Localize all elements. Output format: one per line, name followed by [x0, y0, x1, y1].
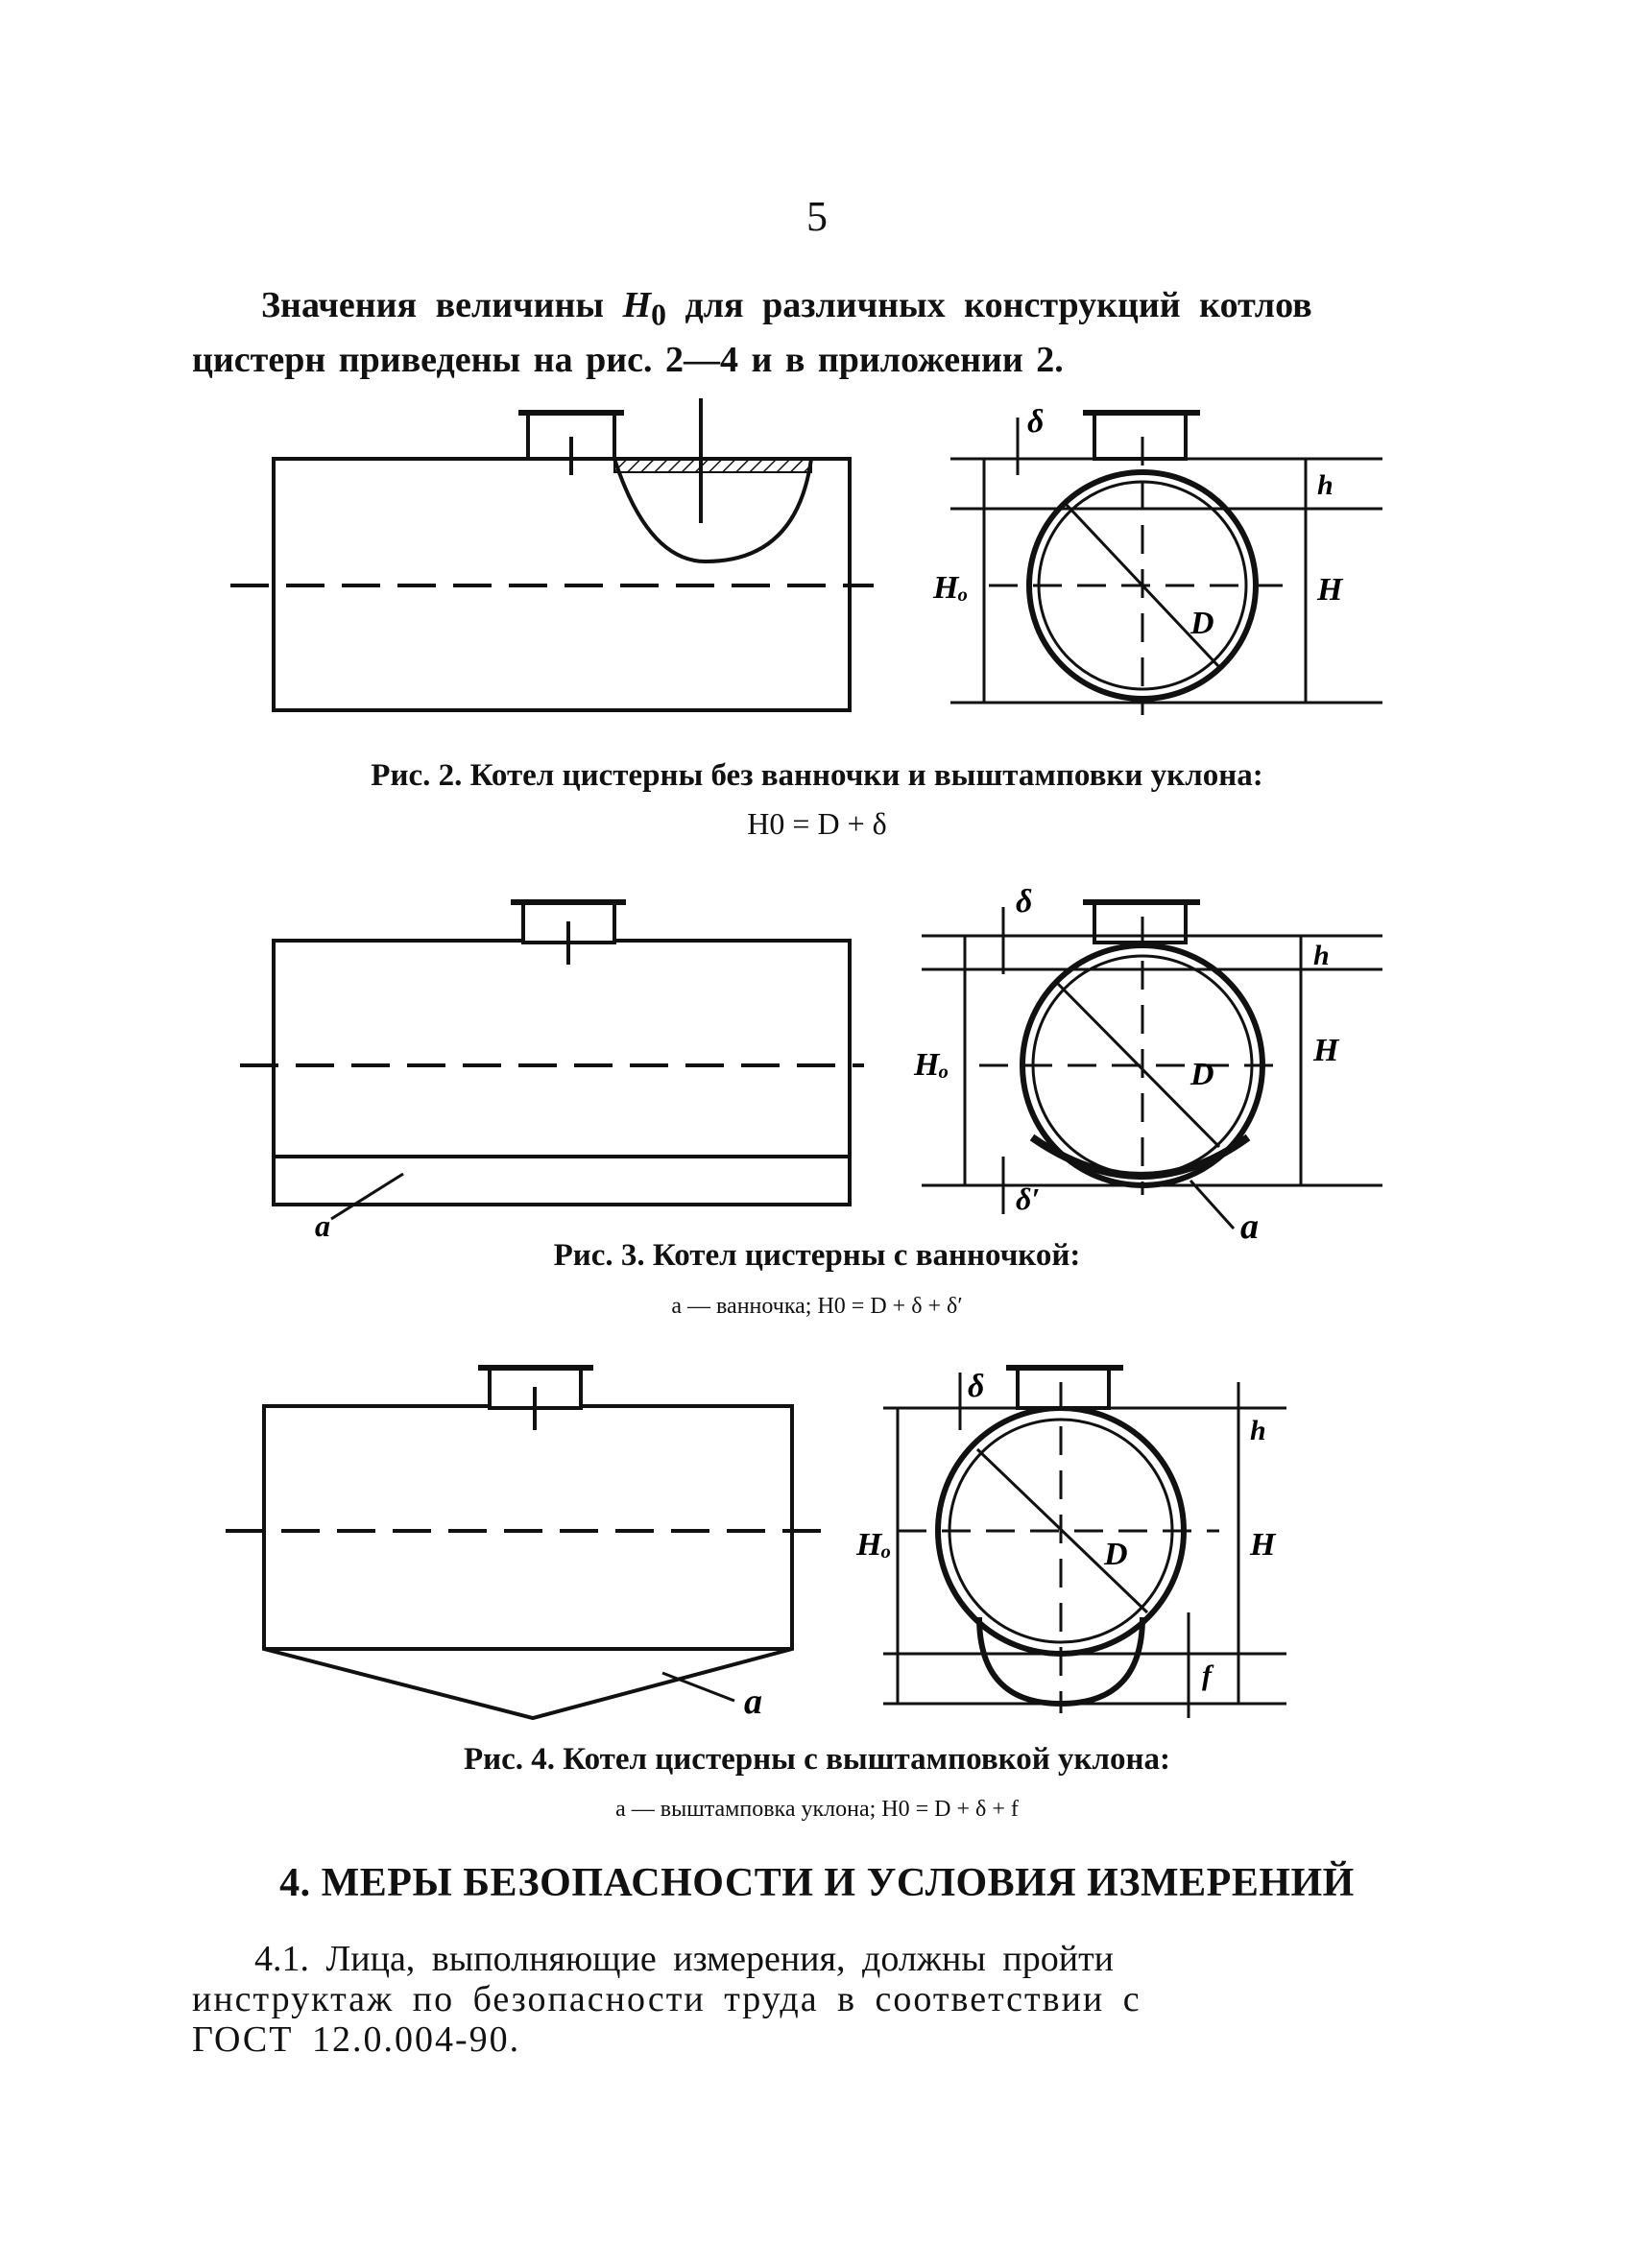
fig4-label-H: H: [1250, 1527, 1276, 1563]
intro-paragraph: [192, 283, 1440, 382]
figure-2-formula: H0 = D + δ: [747, 806, 887, 841]
page-number: 5: [806, 193, 828, 240]
figure-3-caption: Рис. 3. Котел цистерны с ванночкой:: [553, 1238, 1081, 1273]
fig4-label-delta: δ: [968, 1369, 985, 1404]
fig4-label-D: D: [1104, 1537, 1128, 1572]
para-line-3: ГОСТ 12.0.004-90.: [192, 2019, 521, 2060]
fig3-label-a-right: a: [1240, 1206, 1259, 1247]
figure-4-drawing: [0, 1344, 1634, 1728]
intro-text-line2: цистерн приведены на рис. 2—4 и в приложении 2.: [192, 339, 1064, 380]
fig2-label-delta: δ: [1027, 404, 1045, 440]
fig4-label-h: h: [1250, 1415, 1266, 1446]
figure-3-drawing: [0, 869, 1634, 1262]
para-line-1: 4.1. Лица, выполняющие измерения, должны пройти: [254, 1939, 1115, 1979]
figure-4-formula: а — выштамповка уклона; H0 = D + δ + f: [615, 1797, 1019, 1822]
para-line-2: инструктаж по безопасности труда в соответствии с: [192, 1979, 1141, 2019]
section-heading: 4. МЕРЫ БЕЗОПАСНОСТИ И УСЛОВИЯ ИЗМЕРЕНИЙ: [279, 1861, 1355, 1905]
fig3-label-h: h: [1313, 940, 1330, 971]
fig3-label-delta-prime: δ′: [1016, 1182, 1041, 1216]
figure-2-caption: Рис. 2. Котел цистерны без ванночки и выштамповки уклона:: [371, 758, 1263, 793]
fig4-label-H0: Hₒ: [856, 1527, 892, 1563]
fig3-label-H: H: [1313, 1033, 1339, 1068]
fig4-tank-side: [264, 1406, 792, 1718]
fig2-label-D: D: [1190, 606, 1214, 641]
fig3-label-D: D: [1190, 1057, 1214, 1092]
intro-text-start: Значения величины: [261, 285, 623, 325]
fig3-label-H0: Hₒ: [914, 1047, 949, 1083]
intro-text-tail: для различных конструкций котлов: [665, 285, 1312, 325]
fig3-label-a-left: a: [315, 1208, 330, 1243]
fig4-label-f: f: [1202, 1659, 1212, 1691]
fig2-label-h: h: [1317, 469, 1334, 501]
section-paragraph: [192, 1939, 1402, 2060]
fig2-label-H: H: [1317, 572, 1343, 608]
fig3-label-delta: δ: [1016, 884, 1033, 919]
fig4-label-a: a: [744, 1682, 762, 1722]
figure-2-drawing: [0, 379, 1634, 734]
fig2-label-H0: Hₒ: [933, 570, 969, 606]
figure-4-caption: Рис. 4. Котел цистерны с выштамповкой уклона:: [463, 1742, 1171, 1777]
intro-symbol: H: [622, 285, 652, 325]
figure-3-formula: а — ванночка; H0 = D + δ + δ′: [671, 1294, 963, 1319]
intro-symbol-sub: 0: [651, 298, 666, 332]
fig3-tank-side: [274, 941, 850, 1205]
fig2-cutaway: [614, 459, 811, 561]
